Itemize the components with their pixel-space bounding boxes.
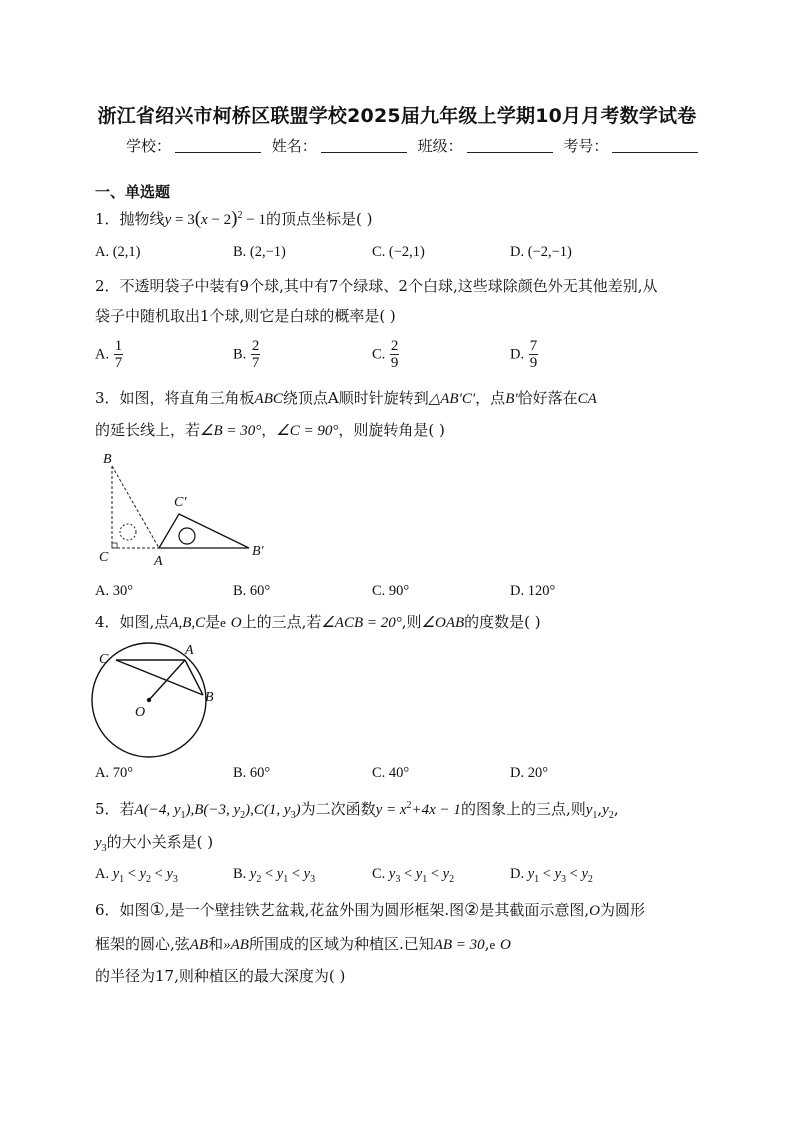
q6-circle-symbol: e [489, 937, 496, 952]
fraction-denominator: 7 [114, 355, 123, 371]
q5-opt-sub: 3 [172, 873, 178, 885]
q5-text: , [613, 800, 619, 818]
fraction-denominator: 9 [390, 355, 399, 371]
q3-text: 的延长线上，若 [95, 421, 201, 439]
q5-option-b [233, 866, 315, 885]
question-6-line-2 [95, 934, 511, 955]
q2-option-label: A. [95, 346, 110, 363]
q4-text: 上的三点,若 [241, 613, 322, 631]
q2-option-b-fraction [251, 338, 261, 371]
q5-math: ) [295, 802, 301, 818]
q3-solid-circle [179, 528, 195, 544]
q2-option-d [510, 338, 538, 371]
q5-math-sub: 3 [290, 810, 296, 821]
q5-opt-op: < [400, 866, 416, 882]
q1-formula-part: ( [194, 208, 202, 229]
q5-opt-sub: 3 [395, 873, 401, 885]
q5-opt-op: < [124, 866, 140, 882]
q5-opt-op: < [427, 866, 443, 882]
q3-text: 恰好落在 [517, 389, 578, 407]
q3-text: ，点 [475, 389, 506, 407]
q3-rotated-triangle [159, 514, 249, 548]
q3-side-ab [112, 466, 159, 548]
q2-option-c [372, 338, 399, 371]
q2-option-c-fraction [390, 338, 400, 371]
exam-no-label: 考号： [563, 137, 609, 155]
fraction-numerator: 2 [251, 338, 260, 354]
q1-option-d: D. (−2,−1) [510, 244, 572, 260]
q3-math: ∠B = 30° [200, 423, 262, 439]
q4-text: 4．如图,点 [95, 613, 170, 631]
q5-option-d [510, 866, 593, 885]
q4-radius-oa [149, 660, 185, 700]
q3-text: ， [261, 421, 277, 439]
q3-label-b-prime: B′ [252, 544, 264, 559]
question-5-line-1 [95, 796, 619, 826]
q6-text: , [484, 935, 490, 953]
q1-text: 抛物线 [119, 210, 165, 228]
q1-formula-part: − 1 [242, 212, 266, 228]
q6-math: AB = 30 [433, 937, 485, 953]
q5-opt-math: y [249, 866, 257, 882]
q5-math: +4x − 1 [411, 802, 461, 818]
q3-right-angle-mark [112, 543, 117, 548]
q5-opt-op: < [566, 866, 582, 882]
q4-math: ∠OAB [421, 615, 465, 631]
q4-chord-cb [116, 660, 203, 695]
q5-opt-sub: 2 [146, 873, 152, 885]
q5-opt-sub: 1 [283, 873, 289, 885]
q4-option-a: A. 70° [95, 765, 134, 781]
q5-opt-sub: 3 [561, 873, 567, 885]
q5-text: 为二次函数 [300, 800, 376, 818]
q5-math-sub: 2 [240, 810, 246, 821]
q5-opt-sub: 2 [587, 873, 593, 885]
q5-opt-math: y [112, 866, 120, 882]
q6-math: O [589, 903, 600, 919]
q3-math: B′ [505, 391, 518, 407]
question-2-line-2: 袋子中随机取出1个球,则它是白球的概率是( ) [95, 307, 396, 325]
q3-text: ，则旋转角是( ) [338, 421, 445, 439]
q6-math: AB [189, 937, 209, 953]
q1-formula-part: − 2 [207, 212, 232, 228]
q1-text-end: 的顶点坐标是( ) [265, 210, 373, 228]
q4-label-b: B [205, 690, 214, 705]
q4-option-c: C. 40° [372, 765, 410, 781]
q4-math: A,B,C [169, 615, 206, 631]
fraction-denominator: 7 [251, 355, 260, 371]
q1-formula-part: x [201, 212, 208, 228]
q5-math-sub: 1 [592, 810, 598, 821]
q3-math: CA [577, 391, 597, 407]
q5-text: 5．若 [95, 800, 135, 818]
q5-opt-math: y [303, 866, 311, 882]
q5-option-label: C. [372, 866, 389, 882]
q4-text: 是 [205, 613, 221, 631]
q4-circle-figure [88, 640, 228, 765]
q6-text: 框架的圆心,弦 [95, 935, 190, 953]
q5-option-label: B. [233, 866, 250, 882]
q5-math: y [602, 802, 609, 818]
q5-opt-math: y [388, 866, 396, 882]
q3-text: 绕顶点A顺时针旋转到 [282, 389, 429, 407]
q6-arc-math: »AB [223, 937, 249, 953]
q4-label-a: A [185, 643, 194, 658]
q3-triangle-figure [92, 448, 282, 573]
q5-text: 的大小关系是( ) [106, 833, 214, 851]
q3-math: ∠C = 90° [276, 423, 339, 439]
q5-math-sub: 2 [608, 810, 614, 821]
question-2-line-1: 2．不透明袋子中装有9个球,其中有7个绿球、2个白球,这些球除颜色外无其他差别,从 [95, 277, 658, 295]
q3-math: ABC [254, 391, 283, 407]
student-info-row [126, 135, 704, 156]
question-1 [95, 206, 372, 230]
q5-opt-op: < [151, 866, 167, 882]
page-title: 浙江省绍兴市柯桥区联盟学校2025届九年级上学期10月月考数学试卷 [97, 105, 697, 127]
q5-option-a [95, 866, 178, 885]
q3-label-b: B [103, 452, 112, 467]
q3-option-c: C. 90° [372, 583, 410, 599]
q4-text: 的度数是( ) [464, 613, 541, 631]
q5-opt-op: < [261, 866, 277, 882]
q5-opt-math: y [442, 866, 450, 882]
q5-opt-sub: 1 [119, 873, 125, 885]
q5-option-label: A. [95, 866, 113, 882]
name-blank [321, 138, 407, 153]
q6-text: 是其截面示意图, [479, 901, 590, 919]
q5-opt-sub: 1 [534, 873, 540, 885]
q4-math: O [230, 615, 242, 631]
school-label: 学校： [126, 137, 172, 155]
q3-label-a: A [154, 554, 163, 569]
q5-math: A(−4, y [134, 802, 181, 818]
q3-option-d: D. 120° [510, 583, 556, 599]
q5-opt-sub: 2 [449, 873, 455, 885]
q5-opt-math: y [139, 866, 147, 882]
q5-math: y = x [375, 802, 407, 818]
q1-number: 1． [95, 210, 120, 228]
q4-center-point [147, 698, 151, 702]
q3-text: 3．如图，将直角三角板 [95, 389, 255, 407]
q5-math-sup: 2 [406, 800, 412, 811]
figure-2-marker: ② [464, 900, 480, 920]
q4-label-c: C [99, 652, 109, 667]
q2-option-b [233, 338, 260, 371]
question-5-line-2 [95, 832, 213, 859]
section-heading: 一、单选题 [95, 183, 171, 201]
q3-label-c-prime: C′ [174, 495, 187, 510]
q1-formula-part: = 3 [171, 212, 195, 228]
q5-opt-sub: 3 [310, 873, 316, 885]
q5-math-sub: 3 [101, 843, 107, 854]
q5-opt-math: y [527, 866, 535, 882]
q6-text: 和 [208, 935, 224, 953]
q5-opt-math: y [276, 866, 284, 882]
q5-opt-sub: 1 [422, 873, 428, 885]
question-3-line-2 [95, 420, 445, 441]
q3-label-c: C [99, 550, 109, 565]
q3-dashed-circle [120, 524, 136, 540]
q5-option-label: D. [510, 866, 528, 882]
q5-text: , [597, 800, 603, 818]
q5-opt-op: < [539, 866, 555, 882]
q5-option-c [372, 866, 454, 885]
q4-option-b: B. 60° [233, 765, 271, 781]
q2-option-label: D. [510, 346, 525, 363]
question-3-line-1 [95, 388, 597, 409]
q6-text: 所围成的区域为种植区.已知 [248, 935, 434, 953]
q1-formula-part: 2 [237, 210, 243, 221]
q5-math: y [585, 802, 593, 818]
fraction-numerator: 1 [114, 338, 123, 354]
q5-math-sub: 1 [180, 810, 186, 821]
question-6-line-1 [95, 900, 645, 921]
figure-1-marker: ① [149, 900, 165, 920]
q1-formula: y [164, 212, 172, 228]
q2-option-d-fraction [529, 338, 539, 371]
fraction-numerator: 2 [390, 338, 399, 354]
q1-option-a: A. (2,1) [95, 244, 141, 260]
q3-math: △AB′C′ [428, 391, 476, 407]
q5-opt-math: y [554, 866, 562, 882]
q5-opt-math: y [166, 866, 173, 882]
q6-text: ,是一个壁挂铁艺盆栽,花盆外围为圆形框架.图 [164, 901, 465, 919]
q4-option-d: D. 20° [510, 765, 549, 781]
q2-option-a-fraction [114, 338, 124, 371]
q4-text: ,则 [401, 613, 422, 631]
q5-text: 的图象上的三点,则 [460, 800, 586, 818]
q6-text: 为圆形 [599, 901, 645, 919]
name-label: 姓名： [271, 137, 317, 155]
q4-circle-symbol: e [220, 615, 226, 630]
q5-math: ),B(−3, y [185, 802, 241, 818]
q6-math: O [500, 937, 511, 953]
q5-math: ),C(1, y [245, 802, 291, 818]
q2-option-a [95, 338, 123, 371]
school-blank [175, 138, 261, 153]
exam-no-blank [612, 138, 698, 153]
class-label: 班级： [417, 137, 463, 155]
fraction-numerator: 7 [529, 338, 538, 354]
class-blank [467, 138, 553, 153]
q1-option-c: C. (−2,1) [372, 244, 425, 260]
q5-opt-sub: 2 [256, 873, 262, 885]
q2-option-label: B. [233, 346, 247, 363]
q3-option-a: A. 30° [95, 583, 134, 599]
q5-opt-math: y [581, 866, 588, 882]
q6-text: 6．如图 [95, 901, 150, 919]
q1-option-b: B. (2,−1) [233, 244, 286, 260]
q4-math: ∠ACB = 20° [321, 615, 402, 631]
question-4 [95, 612, 541, 633]
q5-opt-math: y [415, 866, 423, 882]
q5-opt-op: < [288, 866, 304, 882]
fraction-denominator: 9 [529, 355, 538, 371]
question-6-line-3: 的半径为17,则种植区的最大深度为( ) [95, 967, 346, 985]
q1-formula-part: ) [231, 208, 238, 229]
q5-math: y [95, 835, 102, 851]
q4-label-o: O [135, 705, 146, 720]
q3-option-b: B. 60° [233, 583, 271, 599]
q2-option-label: C. [372, 346, 386, 363]
